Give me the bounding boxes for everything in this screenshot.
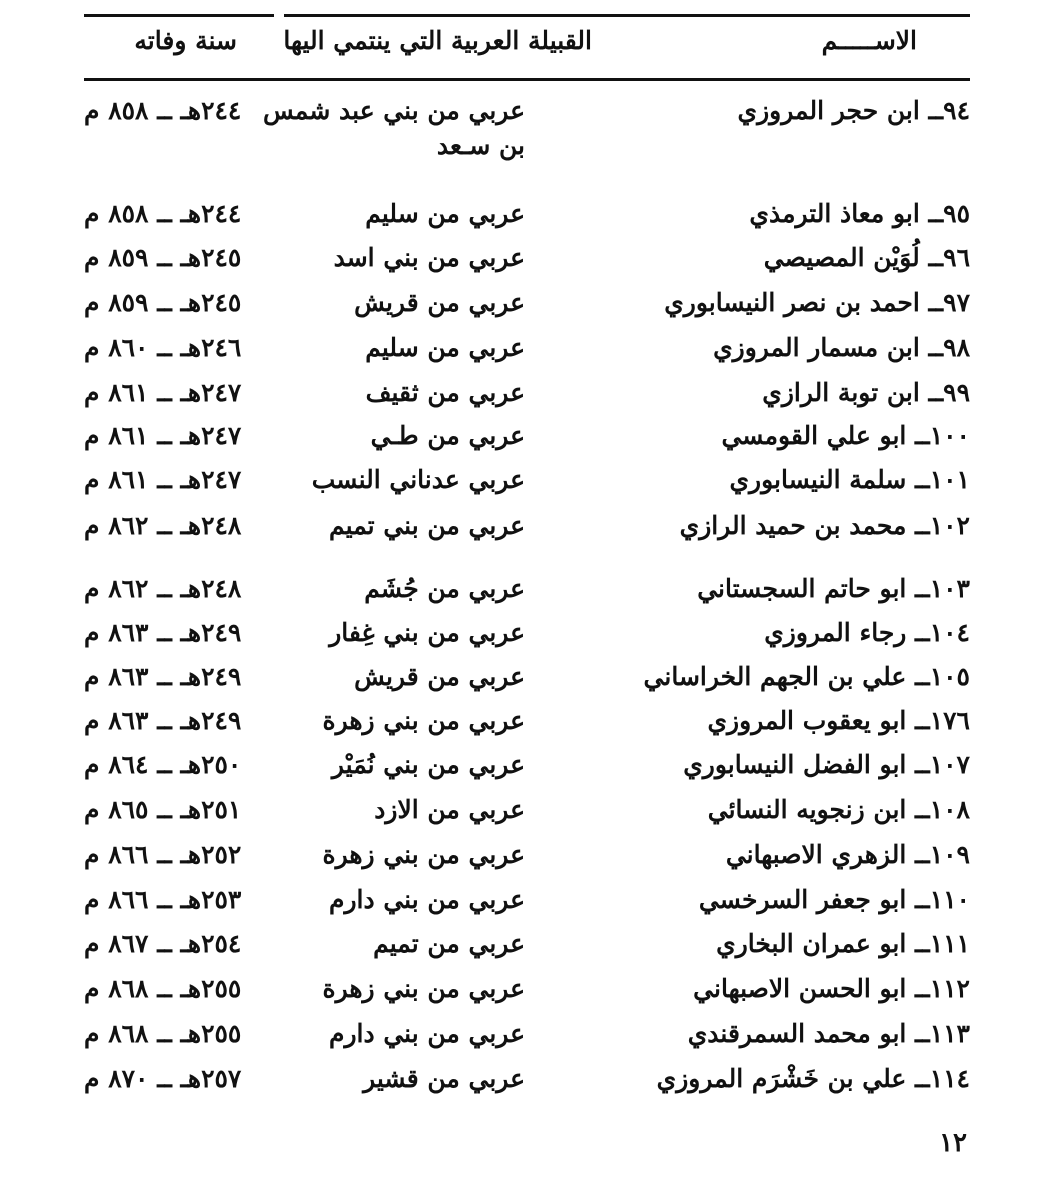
row-name: ١١٤ــ علي بن خَشْرَم المروزي (656, 1064, 970, 1093)
row-year: ٢٤٩هـ ــ ٨٦٣ م (84, 706, 242, 735)
row-name: ١٠٣ــ ابو حاتم السجستاني (697, 574, 970, 603)
table-row (84, 333, 970, 373)
row-year: ٢٥٣هـ ــ ٨٦٦ م (84, 885, 242, 914)
row-tribe (373, 929, 525, 958)
row-tribe-line1: عربي من بني عبد شمس (263, 96, 525, 125)
row-tribe-line1: عربي من سليم (365, 333, 525, 362)
row-tribe (329, 1019, 525, 1048)
table-row (84, 511, 970, 551)
row-tribe (329, 885, 525, 914)
row-tribe (263, 96, 525, 160)
row-tribe (322, 840, 525, 869)
table-row (84, 1019, 970, 1059)
row-tribe-line1: عربي من تميم (373, 929, 525, 958)
table-row (84, 96, 970, 176)
row-tribe-line1: عربي من بني غِفار (329, 618, 525, 647)
row-tribe (312, 465, 525, 494)
row-tribe (365, 199, 525, 228)
row-year: ٢٤٨هـ ــ ٨٦٢ م (84, 511, 242, 540)
table-row (84, 929, 970, 969)
row-tribe-line1: عربي من بني دارم (328, 885, 525, 914)
table-row (84, 378, 970, 418)
header-tribe: القبيلة العربية التي ينتمي اليها (283, 26, 592, 55)
row-tribe (329, 511, 525, 540)
row-tribe (374, 795, 525, 824)
row-year: ٢٤٩هـ ــ ٨٦٣ م (84, 662, 242, 691)
row-name: ١١١ــ ابو عمران البخاري (716, 929, 970, 958)
row-tribe-line1: عربي من بني اسد (333, 243, 525, 272)
table-row (84, 288, 970, 328)
row-tribe-line2: بن سـعد (436, 131, 525, 160)
table-row (84, 795, 970, 835)
row-tribe-line1: عربي من ثقيف (365, 378, 525, 407)
row-name: ١٠٧ــ ابو الفضل النيسابوري (683, 750, 970, 779)
row-name: ٩٨ــ ابن مسمار المروزي (713, 333, 970, 362)
row-tribe-line1: عربي من قشير (363, 1064, 525, 1093)
table-row (84, 243, 970, 283)
row-tribe (329, 618, 525, 647)
row-name: ١٧٦ــ ابو يعقوب المروزي (707, 706, 970, 735)
row-tribe (354, 288, 525, 317)
row-name: ١٠٤ــ رجاء المروزي (764, 618, 970, 647)
row-tribe-line1: عربي من بني زهرة (322, 706, 525, 735)
row-name: ١١٠ــ ابو جعفر السرخسي (698, 885, 970, 914)
row-tribe-line1: عربي من الازد (374, 795, 525, 824)
row-tribe (364, 574, 525, 603)
row-year: ٢٤٤هـ ــ ٨٥٨ م (84, 96, 242, 125)
row-name: ١٠٩ــ الزهري الاصبهاني (725, 840, 970, 869)
row-tribe (363, 1064, 525, 1093)
row-year: ٢٤٧هـ ــ ٨٦١ م (84, 465, 242, 494)
row-year: ٢٤٦هـ ــ ٨٦٠ م (84, 333, 242, 362)
table-row (84, 618, 970, 658)
row-name: ٩٤ــ ابن حجر المروزي (737, 96, 970, 125)
table-row (84, 421, 970, 461)
row-name: ١٠٨ــ ابن زنجويه النسائي (707, 795, 970, 824)
row-year: ٢٥٤هـ ــ ٨٦٧ م (84, 929, 242, 958)
top-rule-left (84, 14, 274, 17)
row-year: ٢٤٧هـ ــ ٨٦١ م (84, 378, 242, 407)
row-year: ٢٥٧هـ ــ ٨٧٠ م (84, 1064, 242, 1093)
row-year: ٢٥٥هـ ــ ٨٦٨ م (84, 974, 242, 1003)
row-tribe (366, 378, 525, 407)
row-tribe-line1: عربي من قريش (354, 288, 525, 317)
table-row (84, 750, 970, 790)
table-row (84, 706, 970, 746)
row-tribe-line1: عربي من سليم (365, 199, 525, 228)
header-rule (84, 78, 970, 81)
row-name: ٩٧ــ احمد بن نصر النيسابوري (664, 288, 970, 317)
row-name: ٩٦ــ لُوَيْن المصيصي (763, 243, 970, 272)
row-year: ٢٤٧هـ ــ ٨٦١ م (84, 421, 242, 450)
row-tribe-line1: عربي من قريش (354, 662, 525, 691)
row-name: ١١٣ــ ابو محمد السمرقندي (687, 1019, 970, 1048)
table-row (84, 840, 970, 880)
row-tribe (334, 243, 525, 272)
row-tribe (322, 974, 525, 1003)
row-year: ٢٥٢هـ ــ ٨٦٦ م (84, 840, 242, 869)
row-tribe-line1: عربي من بني زهرة (322, 840, 525, 869)
row-year: ٢٤٥هـ ــ ٨٥٩ م (84, 243, 242, 272)
row-tribe (365, 333, 525, 362)
table-row (84, 465, 970, 505)
row-tribe-line1: عربي من بني تميم (329, 511, 525, 540)
row-year: ٢٥١هـ ــ ٨٦٥ م (84, 795, 242, 824)
row-name: ٩٩ــ ابن توبة الرازي (762, 378, 970, 407)
row-name: ١٠٢ــ محمد بن حميد الرازي (679, 511, 970, 540)
table-row (84, 885, 970, 925)
row-name: ١٠١ــ سلمة النيسابوري (729, 465, 970, 494)
row-name: ١٠٠ــ ابو علي القومسي (721, 421, 970, 450)
row-tribe-line1: عربي من بني زهرة (322, 974, 525, 1003)
page-number: ١٢ (939, 1128, 967, 1158)
top-rule-right (284, 14, 970, 17)
table-row (84, 199, 970, 239)
row-tribe-line1: عربي من طـي (370, 421, 525, 450)
row-year: ٢٤٨هـ ــ ٨٦٢ م (84, 574, 242, 603)
row-year: ٢٥٠هـ ــ ٨٦٤ م (84, 750, 242, 779)
header-year: سنة وفاته (134, 26, 237, 55)
row-year: ٢٤٥هـ ــ ٨٥٩ م (84, 288, 242, 317)
row-tribe (332, 750, 525, 779)
row-name: ١٠٥ــ علي بن الجهم الخراساني (643, 662, 970, 691)
row-year: ٢٤٩هـ ــ ٨٦٣ م (84, 618, 242, 647)
row-tribe-line1: عربي من بني نُمَيْر (331, 750, 525, 779)
row-year: ٢٥٥هـ ــ ٨٦٨ م (84, 1019, 242, 1048)
row-tribe (322, 706, 525, 735)
table-row (84, 1064, 970, 1104)
row-tribe-line1: عربي من بني دارم (328, 1019, 525, 1048)
row-tribe-line1: عربي عدناني النسب (311, 465, 525, 494)
table-row (84, 574, 970, 614)
row-year: ٢٤٤هـ ــ ٨٥٨ م (84, 199, 242, 228)
row-tribe (354, 662, 525, 691)
header-name: الاســـــم (821, 26, 917, 55)
table-row (84, 974, 970, 1014)
row-name: ٩٥ــ ابو معاذ الترمذي (749, 199, 970, 228)
row-tribe-line1: عربي من جُشَم (364, 574, 525, 603)
table-row (84, 662, 970, 702)
row-tribe (371, 421, 525, 450)
row-name: ١١٢ــ ابو الحسن الاصبهاني (693, 974, 970, 1003)
